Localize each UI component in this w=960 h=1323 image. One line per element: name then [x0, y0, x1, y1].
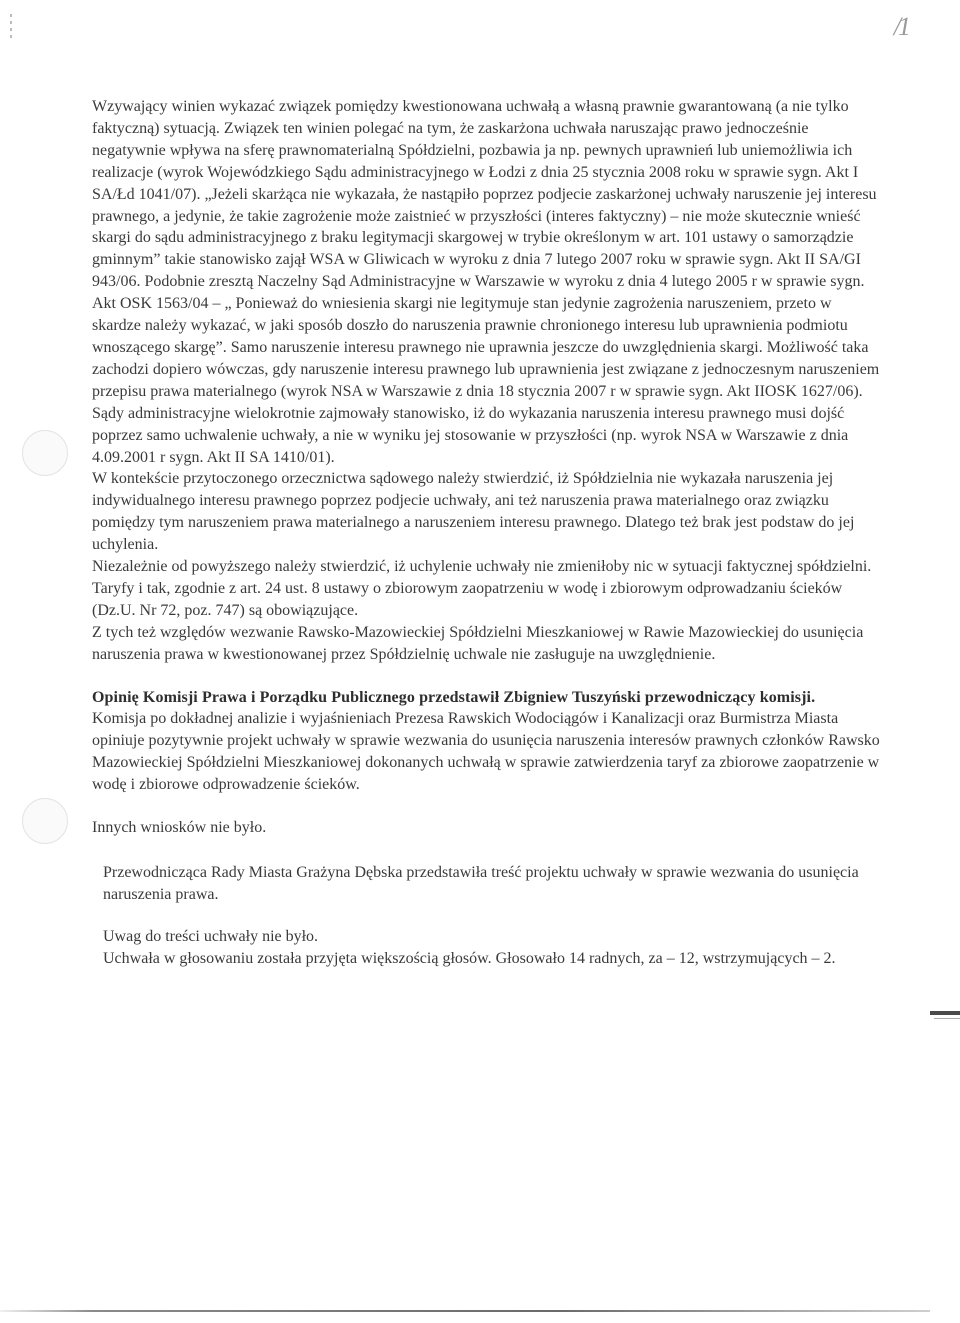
- document-body: [92, 96, 882, 970]
- paragraph-final-decision: Z tych też względów wezwanie Rawsko-Mazowieckiej Spółdzielni Mieszkaniowej w Rawie Mazowieckiej do usunięcia naruszenia prawa w kwestionowanej przez Spółdzielnię uchwale nie zasługuje na uwzględnienie.: [92, 623, 864, 663]
- scan-bottom-edge: [0, 1310, 930, 1312]
- punch-hole-upper: [22, 430, 68, 476]
- paragraph-no-remarks: Uwag do treści uchwały nie było.: [103, 927, 319, 945]
- paragraph-legal-argument: Wzywający winien wykazać związek pomiędzy kwestionowana uchwałą a własną prawnie gwarantowaną (a nie tylko faktyczną) sytuacją. Związek ten winien polegać na tym, że zaskarżona uchwała naruszając prawo jednocześnie negatywnie wpływa na sferę prawnomaterialną Spółdzielni, pozbawia ja np. pewnych uprawnień lub uniemożliwia ich realizacje (wyrok Wojewódzkiego Sądu administracyjnego w Łodzi z dnia 25 stycznia 2008 roku w sprawie sygn. Akt I SA/Łd 1041/07). „Jeżeli skarżąca nie wykazała, że nastąpiło poprzez podjecie zaskarżonej uchwały naruszenie jej interesu prawnego, a jedynie, że takie zagrożenie może zaistnieć w przyszłości (interes faktyczny) – nie może skutecznie wnieść skargi do sądu administracyjnego z braku legitymacji skargowej w trybie określonym w art. 101 ustawy o samorządzie gminnym” takie stanowisko zajął WSA w Gliwicach w wyroku z dnia 7 lutego 2007 roku w sprawie sygn. Akt II SA/GI 943/06. Podobnie zresztą Naczelny Sąd Administracyjne w Warszawie w wyroku z dnia 4 lutego 2005 r w sprawie sygn. Akt OSK 1563/04 – „ Ponieważ do wniesienia skargi nie legitymuje stan jedynie zagrożenia naruszeniem, przeto w skardze należy wykazać, w jaki sposób doszło do naruszenia prawnie chronionego interesu lub uprawnienia podmiotu wnoszącego skargę”. Samo naruszenie interesu prawnego nie uprawnia jeszcze do uwzględnienia skargi. Możliwość taka zachodzi dopiero wówczas, gdy naruszenie interesu prawnego lub uprawnienia jest związane z jednoczesnym naruszeniem przepisu prawa materialnego (wyrok NSA w Warszawie z dnia 18 stycznia 2007 r w sprawie sygn. Akt IIOSK 1627/06). Sądy administracyjne wielokrotnie zajmowały stanowisko, iż do wykazania naruszenia interesu prawnego musi dojść poprzez samo uchwalenie uchwały, a nie w wyniku jej stosowanie w przyszłości (np. wyrok NSA w Warszawie z dnia 4.09.2001 r sygn. Akt II SA 1410/01).: [92, 98, 880, 466]
- paragraph-no-motions: Innych wniosków nie było.: [92, 819, 267, 837]
- paragraph-vote-result: Uchwała w głosowaniu została przyjęta większością głosów. Głosowało 14 radnych, za – 12, wstrzymujących – 2.: [103, 949, 836, 967]
- punch-hole-lower: [22, 798, 68, 844]
- scan-edge-mark-right: [930, 1011, 960, 1015]
- paragraph-committee-opinion: Komisja po dokładnej analizie i wyjaśnieniach Prezesa Rawskich Wodociągów i Kanalizacji oraz Burmistrza Miasta opiniuje pozytywnie projekt uchwały w sprawie wezwania do usunięcia naruszenia interesów prawnych członków Rawsko Mazowieckiej Spółdzielni Mieszkaniowej dokonanych uchwałą w sprawie zatwierdzenia taryf za zbiorowe zaopatrzenie w wodę i zbiorowe odprowadzenie ścieków.: [92, 710, 880, 794]
- committee-opinion-heading: Opinię Komisji Prawa i Porządku Publicznego przedstawił Zbigniew Tuszyński przewodniczący komisji.: [92, 688, 816, 706]
- paragraph-conclusion-case-law: W kontekście przytoczonego orzecznictwa sądowego należy stwierdzić, iż Spółdzielnia nie wykazała naruszenia jej indywidualnego interesu prawnego poprzez podjecie uchwały, ani też naruszenia prawa materialnego oraz związku pomiędzy tym naruszeniem prawa materialnego a naruszeniem interesu prawnego. Dlatego też brak jest podstaw do jej uchylenia.: [92, 470, 855, 554]
- paragraph-tariffs: Niezależnie od powyższego należy stwierdzić, iż uchylenie uchwały nie zmieniłoby nic w sytuacji faktycznej spółdzielni. Taryfy i tak, zgodnie z art. 24 ust. 8 ustawy o zbiorowym zaopatrzeniu w wodę i zbiorowym odprowadzaniu ścieków (Dz.U. Nr 72, poz. 747) są obowiązujące.: [92, 558, 872, 619]
- chair-section: [92, 862, 882, 970]
- scan-edge-mark: [10, 14, 12, 38]
- paragraph-chair-presentation: Przewodnicząca Rady Miasta Grażyna Dębska przedstawiła treść projektu uchwały w sprawie wezwania do usunięcia naruszenia prawa.: [103, 864, 859, 903]
- scan-edge-line-right: [934, 1018, 960, 1019]
- page-number-mark: /1: [893, 12, 908, 41]
